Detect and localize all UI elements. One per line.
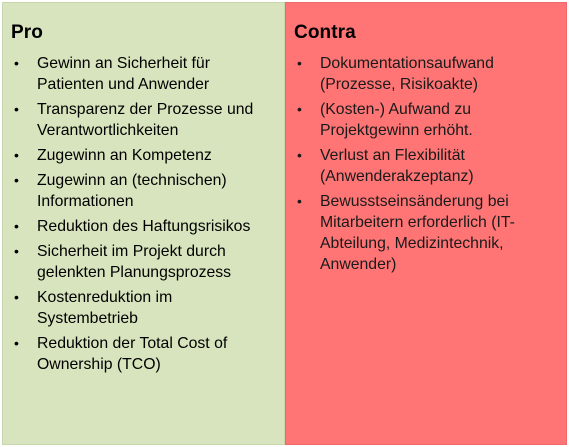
list-item: • Kostenreduktion im Systembetrieb xyxy=(14,289,173,327)
list-item: • Sicherheit im Projekt durch gelenkten Planungsprozess xyxy=(14,243,232,281)
contra-list xyxy=(294,53,554,275)
pro-list xyxy=(11,53,272,375)
bullet-icon: • xyxy=(14,335,19,351)
bullet-icon: • xyxy=(14,172,19,188)
list-item: • Gewinn an Sicherheit für Patienten und Anwender xyxy=(14,55,210,93)
list-item: • Reduktion des Haftungsrisikos xyxy=(14,218,251,235)
pro-heading: Pro xyxy=(11,22,43,43)
bullet-icon: • xyxy=(297,147,302,163)
list-item: • Dokumentationsaufwand (Prozesse, Risikoakte) xyxy=(297,55,494,93)
bullet-icon: • xyxy=(14,147,19,163)
list-item: • Verlust an Flexibilität (Anwenderakzeptanz) xyxy=(297,147,474,185)
contra-column xyxy=(285,2,567,445)
list-item: • Bewusstseinsänderung bei Mitarbeitern erforderlich (IT-Abteilung, Medizintechnik, Anwender) xyxy=(297,193,515,273)
bullet-icon: • xyxy=(14,101,19,117)
bullet-icon: • xyxy=(14,218,19,234)
contra-heading: Contra xyxy=(294,22,356,43)
bullet-icon: • xyxy=(14,243,19,259)
bullet-icon: • xyxy=(14,289,19,305)
bullet-icon: • xyxy=(297,193,302,209)
bullet-icon: • xyxy=(297,55,302,71)
list-item: • Transparenz der Prozesse und Verantwortlichkeiten xyxy=(14,101,254,139)
list-item: • Reduktion der Total Cost of Ownership (TCO) xyxy=(14,335,228,373)
bullet-icon: • xyxy=(297,101,302,117)
list-item: • (Kosten-) Aufwand zu Projektgewinn erhöht. xyxy=(297,101,473,139)
pro-column xyxy=(2,2,285,445)
bullet-icon: • xyxy=(14,55,19,71)
list-item: • Zugewinn an (technischen) Informationen xyxy=(14,172,227,210)
list-item: • Zugewinn an Kompetenz xyxy=(14,147,212,164)
